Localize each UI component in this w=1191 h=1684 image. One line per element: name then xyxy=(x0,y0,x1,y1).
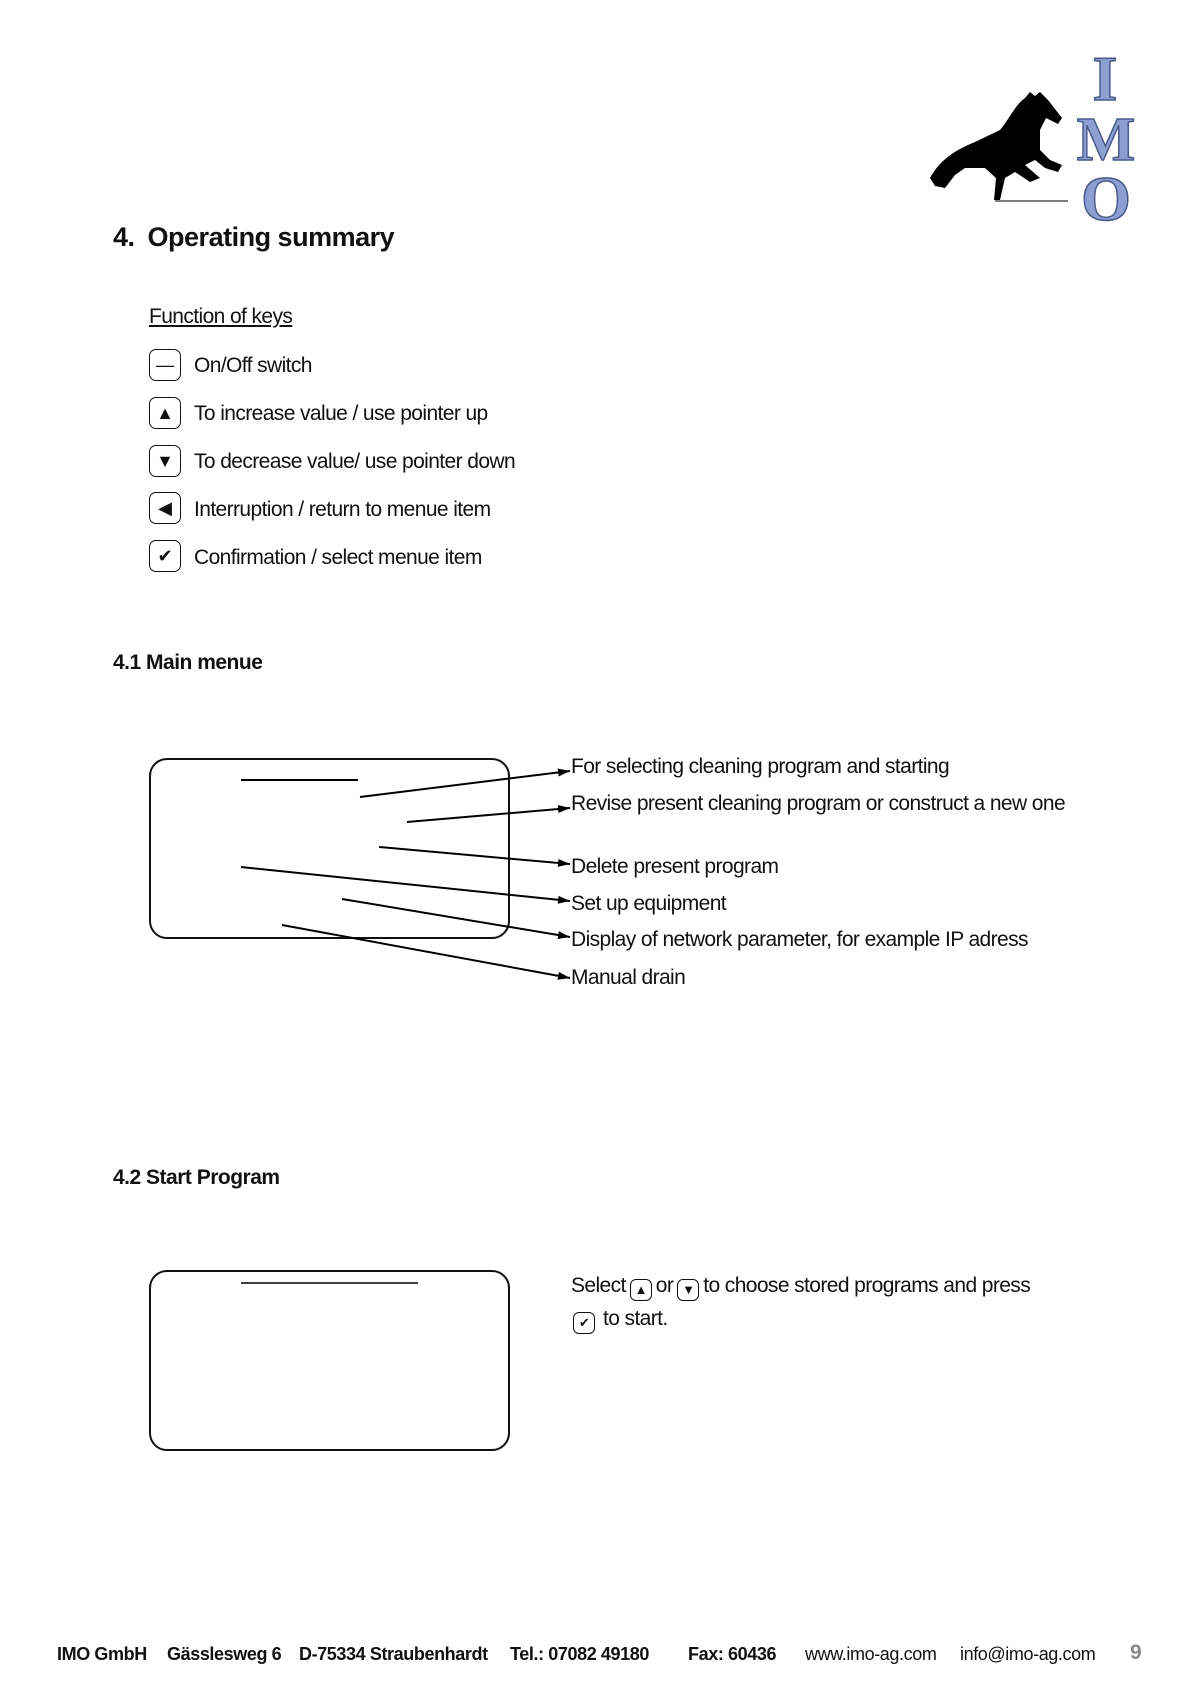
footer-company: IMO GmbH xyxy=(57,1644,147,1664)
arrow-down-icon: ▼ xyxy=(677,1279,699,1301)
footer-street: Gässlesweg 6 xyxy=(167,1644,282,1664)
section-title: Operating summary xyxy=(147,222,395,252)
keys-heading: Function of keys xyxy=(149,305,293,328)
key-label: To increase value / use pointer up xyxy=(194,402,488,425)
footer-fax: Fax: 60436 xyxy=(688,1644,777,1664)
arrow-line xyxy=(241,867,570,901)
annotation-label: Revise present cleaning program or construct a new one xyxy=(571,792,1066,815)
instruction-text: Select xyxy=(571,1274,626,1297)
svg-text:I: I xyxy=(1092,43,1118,114)
annotation-label: Set up equipment xyxy=(571,892,727,915)
minus-icon: — xyxy=(149,349,181,381)
instruction-text: or xyxy=(655,1274,674,1297)
arrow-line xyxy=(342,899,570,937)
svg-text:O: O xyxy=(1081,163,1131,234)
arrow-down-icon: ▼ xyxy=(149,445,181,477)
key-label: On/Off switch xyxy=(194,354,312,377)
arrow-line xyxy=(407,808,570,822)
key-label: To decrease value/ use pointer down xyxy=(194,450,516,473)
instruction-text: to choose stored programs and press xyxy=(703,1274,1031,1297)
arrow-up-icon: ▲ xyxy=(630,1279,652,1301)
svg-text:M: M xyxy=(1076,106,1136,174)
check-icon: ✔ xyxy=(573,1312,595,1334)
key-label: Interruption / return to menue item xyxy=(194,498,491,521)
annotation-label: Delete present program xyxy=(571,855,779,878)
instruction-text: to start. xyxy=(603,1307,668,1330)
footer-website-link[interactable]: www.imo-ag.com xyxy=(805,1644,937,1664)
main-menu-heading: 4.1 Main menue xyxy=(113,651,263,674)
start-instructions-line2 xyxy=(571,1307,668,1334)
annotation-label: Display of network parameter, for example IP adress xyxy=(571,928,1028,951)
section-number: 4. xyxy=(113,222,135,252)
start-instructions-line1 xyxy=(571,1274,1030,1301)
arrow-line xyxy=(379,847,570,864)
footer-city: D-75334 Straubenhardt xyxy=(299,1644,488,1664)
annotation-label: For selecting cleaning program and starting xyxy=(571,755,950,778)
arrow-left-icon: ◀ xyxy=(149,492,181,524)
arrow-up-icon: ▲ xyxy=(149,397,181,429)
key-label: Confirmation / select menue item xyxy=(194,546,482,569)
footer-tel: Tel.: 07082 49180 xyxy=(510,1644,649,1664)
arrow-line xyxy=(360,771,570,797)
start-program-display xyxy=(149,1270,510,1451)
arrow-line xyxy=(282,925,570,978)
start-program-heading: 4.2 Start Program xyxy=(113,1166,280,1189)
footer-email-link[interactable]: info@imo-ag.com xyxy=(960,1644,1096,1664)
page-number: 9 xyxy=(1130,1641,1142,1664)
check-icon: ✔ xyxy=(149,540,181,572)
annotation-label: Manual drain xyxy=(571,966,686,989)
